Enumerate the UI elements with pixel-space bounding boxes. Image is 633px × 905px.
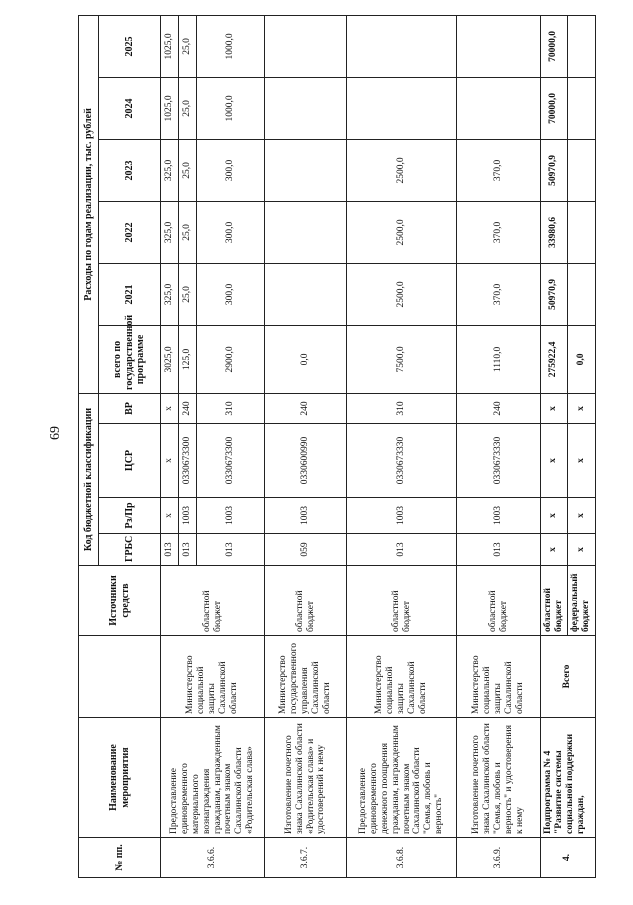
cell-grbs: х <box>567 534 595 566</box>
row-number: 3.6.8. <box>347 838 457 878</box>
funding-source: областной бюджет <box>347 566 457 636</box>
header-2025: 2025 <box>99 15 161 77</box>
cell-total: 1110,0 <box>457 325 541 393</box>
cell-2021: 50970,9 <box>541 263 568 325</box>
cell-2021: 2500,0 <box>347 263 457 325</box>
cell-csr: 0330600990 <box>265 424 347 498</box>
cell-rzpr: 1003 <box>197 498 265 534</box>
cell-csr: 0330673300 <box>197 424 265 498</box>
header-code-group: Код бюджетной классификации <box>79 393 99 565</box>
table-row <box>265 15 347 877</box>
funding-source: областной бюджет <box>265 566 347 636</box>
cell-2022: 370,0 <box>457 201 541 263</box>
executor-total: Всего <box>541 636 596 718</box>
cell-rzpr: 1003 <box>179 498 197 534</box>
cell-2023: 300,0 <box>197 139 265 201</box>
cell-grbs: 013 <box>457 534 541 566</box>
table-row <box>457 15 541 877</box>
executor: Министерство социальной защиты Сахалинской области <box>457 636 541 718</box>
cell-vr: х <box>567 393 595 423</box>
cell-total: 125,0 <box>179 325 197 393</box>
row-number: 3.6.9. <box>457 838 541 878</box>
cell-2025: 70000,0 <box>541 15 568 77</box>
header-executor <box>79 636 161 718</box>
header-expenses-group: Расходы по годам реализации, тыс. рублей <box>79 15 99 393</box>
cell-2024 <box>265 77 347 139</box>
cell-csr: х <box>541 424 568 498</box>
rotated-table-wrapper <box>78 16 592 878</box>
cell-rzpr: 1003 <box>457 498 541 534</box>
cell-grbs: 013 <box>347 534 457 566</box>
cell-2025: 1000,0 <box>197 15 265 77</box>
table-row <box>541 15 568 877</box>
header-csr: ЦСР <box>99 424 161 498</box>
cell-total: 275922,4 <box>541 325 568 393</box>
cell-vr: 240 <box>265 393 347 423</box>
cell-2023 <box>265 139 347 201</box>
funding-source: областной бюджет <box>541 566 568 636</box>
cell-total: 3025,0 <box>161 325 179 393</box>
cell-2021: 325,0 <box>161 263 179 325</box>
cell-2025 <box>567 15 595 77</box>
cell-2021: 25,0 <box>179 263 197 325</box>
cell-vr: 310 <box>197 393 265 423</box>
cell-vr: 310 <box>347 393 457 423</box>
header-grbs: ГРБС <box>99 534 161 566</box>
cell-grbs: 013 <box>179 534 197 566</box>
cell-rzpr: х <box>161 498 179 534</box>
cell-grbs: 059 <box>265 534 347 566</box>
cell-2021 <box>567 263 595 325</box>
cell-csr: 0330673330 <box>347 424 457 498</box>
cell-rzpr: х <box>567 498 595 534</box>
measure-name: Предоставление единовременного денежного поощрения гражданам, награжденным почетным знаком Сахалинской области "Семья, любовь и верность" <box>347 718 457 838</box>
cell-vr: 240 <box>457 393 541 423</box>
cell-2022 <box>265 201 347 263</box>
cell-total: 7500,0 <box>347 325 457 393</box>
funding-source: областной бюджет <box>161 566 265 636</box>
cell-2021: 370,0 <box>457 263 541 325</box>
cell-2024: 1000,0 <box>197 77 265 139</box>
cell-2022 <box>567 201 595 263</box>
subprogram-name: Подпрограмма № 4 "Развитие системы социальной поддержки граждан, <box>541 718 596 838</box>
cell-vr: х <box>541 393 568 423</box>
header-2024: 2024 <box>99 77 161 139</box>
cell-total: 0,0 <box>567 325 595 393</box>
cell-grbs: 013 <box>197 534 265 566</box>
table-row <box>161 15 179 877</box>
cell-rzpr: 1003 <box>347 498 457 534</box>
cell-2023: 370,0 <box>457 139 541 201</box>
cell-2021: 300,0 <box>197 263 265 325</box>
cell-2024: 1025,0 <box>161 77 179 139</box>
cell-grbs: х <box>541 534 568 566</box>
header-2021: 2021 <box>99 263 161 325</box>
header-name: Наименование мероприятия <box>79 718 161 838</box>
cell-2022: 300,0 <box>197 201 265 263</box>
cell-2022: 2500,0 <box>347 201 457 263</box>
executor: Министерство социальной защиты Сахалинской области <box>161 636 265 718</box>
cell-rzpr: 1003 <box>265 498 347 534</box>
cell-2024 <box>457 77 541 139</box>
measure-name: Изготовление почетного знака Сахалинской области «Родительская слава» и удостоверений к нему <box>265 718 347 838</box>
cell-grbs: 013 <box>161 534 179 566</box>
cell-2023: 25,0 <box>179 139 197 201</box>
header-vr: ВР <box>99 393 161 423</box>
cell-2025: 25,0 <box>179 15 197 77</box>
funding-source: областной бюджет <box>457 566 541 636</box>
cell-csr: 0330673300 <box>179 424 197 498</box>
cell-2023: 2500,0 <box>347 139 457 201</box>
cell-2024: 70000,0 <box>541 77 568 139</box>
cell-2025 <box>265 15 347 77</box>
cell-csr: 0330673330 <box>457 424 541 498</box>
cell-2024 <box>347 77 457 139</box>
cell-2022: 325,0 <box>161 201 179 263</box>
funding-source: федеральный бюджет <box>567 566 595 636</box>
cell-vr: х <box>161 393 179 423</box>
cell-2023: 325,0 <box>161 139 179 201</box>
cell-total: 2900,0 <box>197 325 265 393</box>
cell-2025 <box>457 15 541 77</box>
cell-2022: 25,0 <box>179 201 197 263</box>
cell-vr: 240 <box>179 393 197 423</box>
table-row <box>347 15 457 877</box>
cell-2024 <box>567 77 595 139</box>
row-number: 3.6.7. <box>265 838 347 878</box>
header-no: № пп. <box>79 838 161 878</box>
cell-csr: х <box>161 424 179 498</box>
cell-rzpr: х <box>541 498 568 534</box>
cell-total: 0,0 <box>265 325 347 393</box>
header-source: Источники средств <box>79 566 161 636</box>
budget-table <box>78 15 596 878</box>
header-rzpr: Рз/Пр <box>99 498 161 534</box>
measure-name: Изготовление почетного знака Сахалинской области "Семья, любовь и верность" и удостоверения к нему <box>457 718 541 838</box>
cell-csr: х <box>567 424 595 498</box>
cell-2023 <box>567 139 595 201</box>
cell-2024: 25,0 <box>179 77 197 139</box>
cell-2021 <box>265 263 347 325</box>
page-number: 69 <box>48 426 63 440</box>
cell-2023: 50970,9 <box>541 139 568 201</box>
cell-2025 <box>347 15 457 77</box>
executor: Министерство государственного управления Сахалинской области <box>265 636 347 718</box>
header-2022: 2022 <box>99 201 161 263</box>
cell-2022: 33980,6 <box>541 201 568 263</box>
row-number: 3.6.6. <box>161 838 265 878</box>
cell-2025: 1025,0 <box>161 15 179 77</box>
header-2023: 2023 <box>99 139 161 201</box>
executor: Министерство социальной защиты Сахалинской области <box>347 636 457 718</box>
measure-name: Предоставление единовременного материального вознаграждения гражданам, награжденным почетным знаком Сахалинской области «Родительская слава» <box>161 718 265 838</box>
row-number: 4. <box>541 838 596 878</box>
header-total: всего по государственной программе <box>99 325 161 393</box>
